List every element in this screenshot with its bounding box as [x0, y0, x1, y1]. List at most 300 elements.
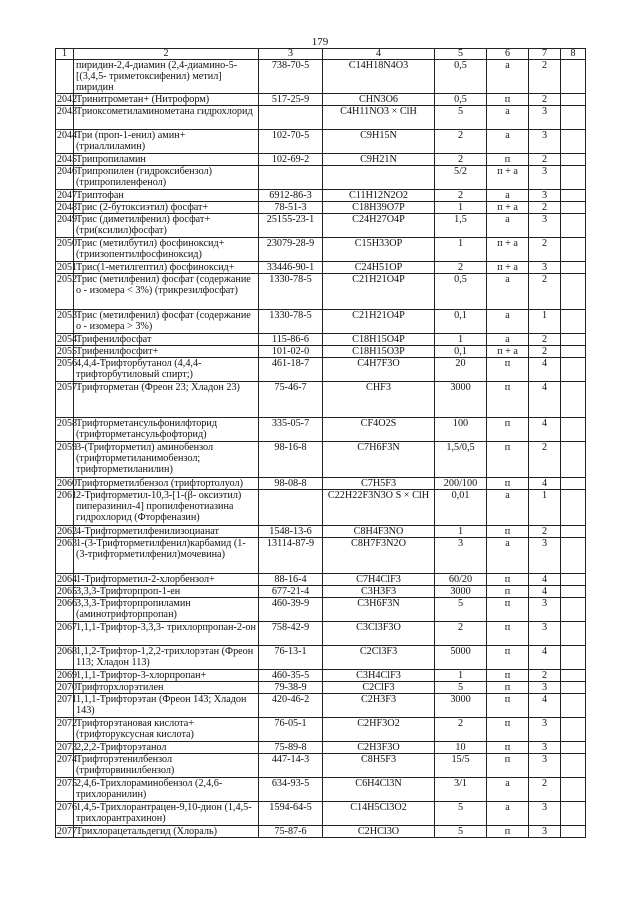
table-row — [56, 358, 586, 382]
table-row — [56, 60, 586, 94]
chemical-formula: C15H33OP — [323, 238, 435, 262]
cas-number: 115-86-6 — [259, 334, 323, 346]
table-row — [56, 538, 586, 574]
limit-value: 200/100 — [435, 478, 487, 490]
hazard-class: 1 — [529, 490, 561, 526]
substance-name: пиридин-2,4-диамин (2,4-диамино-5-[(3,4,5- триметоксифенил) метил] пиридин — [74, 60, 259, 94]
cas-number: 420-46-2 — [259, 694, 323, 718]
chemical-formula: C18H39O7P — [323, 202, 435, 214]
hazard-class: 3 — [529, 190, 561, 202]
aggregate-state: а — [487, 190, 529, 202]
row-number: 2064 — [57, 574, 77, 585]
limit-value: 5/2 — [435, 166, 487, 190]
chemical-formula: CHF3 — [323, 382, 435, 418]
hazard-class: 3 — [529, 802, 561, 826]
aggregate-state: а — [487, 334, 529, 346]
row-number — [56, 60, 74, 94]
hazard-class: 3 — [529, 718, 561, 742]
limit-value: 5 — [435, 682, 487, 694]
limit-value: 3000 — [435, 694, 487, 718]
table-row — [56, 778, 586, 802]
substance-name: 2,4,6-Трихлораминобензол (2,4,6-трихлоранилин) — [74, 778, 259, 802]
row-number: 2071 — [56, 694, 74, 718]
empty-cell — [561, 166, 586, 190]
cas-number: 102-69-2 — [259, 154, 323, 166]
table-row — [56, 682, 586, 694]
substance-name: 1-Трифторметил-2-хлорбензол+ — [74, 574, 259, 586]
hazard-class: 3 — [529, 262, 561, 274]
row-number: 2074 — [56, 754, 74, 778]
row-number: 2077 — [57, 826, 77, 837]
limit-value: 3 — [435, 538, 487, 574]
aggregate-state: п + а — [487, 238, 529, 262]
substance-name: 3-(Трифторметил) аминобензол (трифторметиланимобензол; трифторметиланилин) — [74, 442, 259, 478]
substance-name: 4-Трифторметилфенилизоцианат — [74, 526, 259, 538]
row-number: 2062 — [57, 526, 77, 537]
row-number: 2060 — [57, 478, 77, 489]
substance-name: Трис (метилбутил) фосфиноксид+ (триизопентилфосфиноксид) — [74, 238, 259, 262]
table-row — [56, 622, 586, 646]
column-number: 4 — [323, 49, 435, 60]
table-row — [56, 166, 586, 190]
row-number: 2045 — [57, 154, 77, 165]
cas-number: 677-21-4 — [259, 586, 323, 598]
substance-name: Трифторметилбензол (трифтортолуол) — [74, 478, 259, 490]
limit-value: 1 — [435, 334, 487, 346]
cas-number: 758-42-9 — [259, 622, 323, 646]
table-row — [56, 718, 586, 742]
limit-value: 2 — [435, 718, 487, 742]
cas-number: 460-39-9 — [259, 598, 323, 622]
table-row — [56, 646, 586, 670]
chemical-formula: C9H15N — [323, 130, 435, 154]
chemical-formula: CHN3O6 — [323, 94, 435, 106]
hazard-class: 4 — [529, 694, 561, 718]
limit-value: 10 — [435, 742, 487, 754]
substance-name: Трифторметан (Фреон 23; Хладон 23) — [74, 382, 259, 418]
cas-number: 102-70-5 — [259, 130, 323, 154]
hazard-class: 3 — [529, 538, 561, 574]
cas-number — [259, 106, 323, 130]
cas-number: 98-08-8 — [259, 478, 323, 490]
empty-cell — [561, 190, 586, 202]
row-number: 2043 — [56, 106, 74, 130]
table-row — [56, 334, 586, 346]
empty-cell — [561, 202, 586, 214]
chemical-formula: C4H7F3O — [323, 358, 435, 382]
row-number: 2076 — [56, 802, 74, 826]
table-row — [56, 346, 586, 358]
limit-value: 3/1 — [435, 778, 487, 802]
hazard-class: 2 — [529, 94, 561, 106]
row-number: 2057 — [56, 382, 74, 418]
aggregate-state: п + а — [487, 166, 529, 190]
row-number: 2050 — [56, 238, 74, 262]
chemical-formula: CF4O2S — [323, 418, 435, 442]
empty-cell — [561, 586, 586, 598]
empty-cell — [561, 94, 586, 106]
limit-value: 2 — [435, 130, 487, 154]
chemical-formula: C21H21O4P — [323, 310, 435, 334]
aggregate-state: п — [487, 382, 529, 418]
limit-value: 5 — [435, 802, 487, 826]
chemical-formula: C24H27O4P — [323, 214, 435, 238]
chemical-formula: C18H15O4P — [323, 334, 435, 346]
limit-value: 1,5 — [435, 214, 487, 238]
chemical-formula: C2H3F3 — [323, 694, 435, 718]
empty-cell — [561, 60, 586, 94]
table-row — [56, 598, 586, 622]
row-number: 2049 — [56, 214, 74, 238]
empty-cell — [561, 334, 586, 346]
aggregate-state: п — [487, 718, 529, 742]
aggregate-state: п — [487, 622, 529, 646]
empty-cell — [561, 274, 586, 310]
substance-name: Трипропиламин — [74, 154, 259, 166]
chemical-formula: C21H21O4P — [323, 274, 435, 310]
table-row — [56, 274, 586, 310]
limit-value: 2 — [435, 190, 487, 202]
hazard-class: 3 — [529, 742, 561, 754]
hazard-class: 2 — [529, 334, 561, 346]
hazard-class: 2 — [529, 778, 561, 802]
table-row — [56, 310, 586, 334]
aggregate-state: п — [487, 754, 529, 778]
substance-name: Трифторэтенилбензол (трифторвинилбензол) — [74, 754, 259, 778]
empty-cell — [561, 358, 586, 382]
hazard-class: 3 — [529, 682, 561, 694]
substance-name: Трифенилфосфат — [74, 334, 259, 346]
limit-value: 1 — [435, 670, 487, 682]
limit-value: 1 — [435, 202, 487, 214]
empty-cell — [561, 418, 586, 442]
cas-number: 460-35-5 — [259, 670, 323, 682]
aggregate-state: а — [487, 60, 529, 94]
aggregate-state: п — [487, 670, 529, 682]
chemical-formula: C8H4F3NO — [323, 526, 435, 538]
substance-name: Трис (2-бутоксиэтил) фосфат+ — [74, 202, 259, 214]
row-number: 2048 — [57, 202, 77, 213]
substance-name: 1-(3-Трифторметилфенил)карбамид (1-(3-трифторметилфенил)мочевина) — [74, 538, 259, 574]
empty-cell — [561, 598, 586, 622]
cas-number: 1330-78-5 — [259, 274, 323, 310]
substance-name: 1,1,1-Трифтор-3,3,3- трихлорпропан-2-он — [74, 622, 259, 646]
cas-number: 101-02-0 — [259, 346, 323, 358]
cas-number: 79-38-9 — [259, 682, 323, 694]
substance-table — [55, 48, 586, 838]
table-row — [56, 826, 586, 838]
empty-cell — [561, 346, 586, 358]
empty-cell — [561, 154, 586, 166]
cas-number: 78-51-3 — [259, 202, 323, 214]
hazard-class: 2 — [529, 526, 561, 538]
empty-cell — [561, 742, 586, 754]
cas-number: 1548-13-6 — [259, 526, 323, 538]
substance-name: Трифторэтановая кислота+ (трифторуксусная кислота) — [74, 718, 259, 742]
row-number: 2073 — [57, 742, 77, 753]
empty-cell — [561, 778, 586, 802]
empty-cell — [561, 526, 586, 538]
aggregate-state: п — [487, 358, 529, 382]
aggregate-state: а — [487, 802, 529, 826]
row-number: 2075 — [56, 778, 74, 802]
limit-value: 0,1 — [435, 310, 487, 334]
aggregate-state: а — [487, 274, 529, 310]
row-number: 2072 — [56, 718, 74, 742]
substance-name: 1,4,5-Трихлорантрацен-9,10-дион (1,4,5-трихлорантрахинон) — [74, 802, 259, 826]
aggregate-state: а — [487, 214, 529, 238]
substance-name: 2,2,2-Трифторэтанол — [74, 742, 259, 754]
table-row — [56, 802, 586, 826]
substance-name: Три (проп-1-енил) амин+ (триаллиламин) — [74, 130, 259, 154]
empty-cell — [561, 106, 586, 130]
row-number: 2065 — [57, 586, 77, 597]
aggregate-state: п — [487, 418, 529, 442]
row-number: 2058 — [56, 418, 74, 442]
chemical-formula: C14H18N4O3 — [323, 60, 435, 94]
chemical-formula: C24H51OP — [323, 262, 435, 274]
table-row — [56, 94, 586, 106]
aggregate-state: а — [487, 130, 529, 154]
row-number: 2051 — [57, 262, 77, 273]
chemical-formula: C2HCl3O — [323, 826, 435, 838]
cas-number: 75-87-6 — [259, 826, 323, 838]
empty-cell — [561, 754, 586, 778]
empty-cell — [561, 310, 586, 334]
limit-value: 0,1 — [435, 346, 487, 358]
table-row — [56, 238, 586, 262]
cas-number: 76-13-1 — [259, 646, 323, 670]
aggregate-state: п — [487, 694, 529, 718]
row-number: 2069 — [57, 670, 77, 681]
limit-value: 0,5 — [435, 94, 487, 106]
cas-number: 33446-90-1 — [259, 262, 323, 274]
cas-number: 1594-64-5 — [259, 802, 323, 826]
empty-cell — [561, 262, 586, 274]
chemical-formula: C7H5F3 — [323, 478, 435, 490]
substance-name: Триоксометиламинометана гидрохлорид — [74, 106, 259, 130]
hazard-class: 2 — [529, 346, 561, 358]
empty-cell — [561, 694, 586, 718]
empty-cell — [561, 490, 586, 526]
cas-number: 1330-78-5 — [259, 310, 323, 334]
hazard-class: 4 — [529, 574, 561, 586]
substance-name: 4,4,4-Трифторбутанол (4,4,4-трифторбутиловый спирт;) — [74, 358, 259, 382]
chemical-formula: C3H6F3N — [323, 598, 435, 622]
hazard-class: 3 — [529, 130, 561, 154]
column-number: 5 — [435, 49, 487, 60]
aggregate-state: п + а — [487, 202, 529, 214]
aggregate-state: п — [487, 586, 529, 598]
limit-value: 3000 — [435, 586, 487, 598]
empty-cell — [561, 682, 586, 694]
row-number: 2056 — [56, 358, 74, 382]
hazard-class: 2 — [529, 154, 561, 166]
aggregate-state: п — [487, 442, 529, 478]
hazard-class: 3 — [529, 166, 561, 190]
empty-cell — [561, 538, 586, 574]
substance-name: Трихлорацетальдегид (Хлораль) — [74, 826, 259, 838]
substance-name: Тринитрометан+ (Нитроформ) — [74, 94, 259, 106]
aggregate-state: а — [487, 310, 529, 334]
empty-cell — [561, 802, 586, 826]
substance-name: 3,3,3-Трифторпроп-1-ен — [74, 586, 259, 598]
limit-value: 0,5 — [435, 274, 487, 310]
empty-cell — [561, 238, 586, 262]
aggregate-state: п — [487, 574, 529, 586]
aggregate-state: п — [487, 598, 529, 622]
substance-name: Трифенилфосфит+ — [74, 346, 259, 358]
aggregate-state: а — [487, 778, 529, 802]
aggregate-state: п — [487, 478, 529, 490]
hazard-class: 2 — [529, 670, 561, 682]
table-row — [56, 586, 586, 598]
table-row — [56, 490, 586, 526]
table-row — [56, 442, 586, 478]
table-row — [56, 526, 586, 538]
aggregate-state: п + а — [487, 346, 529, 358]
hazard-class: 4 — [529, 478, 561, 490]
empty-cell — [561, 214, 586, 238]
row-number: 2042 — [57, 94, 77, 105]
chemical-formula: C3H3F3 — [323, 586, 435, 598]
limit-value: 2 — [435, 262, 487, 274]
substance-name: 1,1,1-Трифторэтан (Фреон 143; Хладон 143) — [74, 694, 259, 718]
row-number: 2067 — [56, 622, 74, 646]
table-row — [56, 670, 586, 682]
cas-number: 76-05-1 — [259, 718, 323, 742]
cas-number: 461-18-7 — [259, 358, 323, 382]
empty-cell — [561, 646, 586, 670]
column-number-row — [56, 49, 586, 60]
row-number: 2053 — [56, 310, 74, 334]
chemical-formula: C7H4ClF3 — [323, 574, 435, 586]
empty-cell — [561, 442, 586, 478]
column-number: 2 — [74, 49, 259, 60]
empty-cell — [561, 130, 586, 154]
limit-value: 20 — [435, 358, 487, 382]
hazard-class: 4 — [529, 586, 561, 598]
empty-cell — [561, 574, 586, 586]
chemical-formula: C18H15O3P — [323, 346, 435, 358]
aggregate-state: п — [487, 682, 529, 694]
cas-number: 335-05-7 — [259, 418, 323, 442]
hazard-class: 4 — [529, 418, 561, 442]
limit-value: 1,5/0,5 — [435, 442, 487, 478]
limit-value: 5 — [435, 826, 487, 838]
empty-cell — [561, 670, 586, 682]
substance-name: 3,3,3-Трифторпропиламин (аминотрифторпропан) — [74, 598, 259, 622]
aggregate-state: п — [487, 154, 529, 166]
aggregate-state: п — [487, 526, 529, 538]
column-number: 6 — [487, 49, 529, 60]
table-row — [56, 130, 586, 154]
table-row — [56, 262, 586, 274]
table-row — [56, 382, 586, 418]
hazard-class: 4 — [529, 646, 561, 670]
chemical-formula: C11H12N2O2 — [323, 190, 435, 202]
substance-name: Трифторметансульфонилфторид (трифторметансульфофторид) — [74, 418, 259, 442]
chemical-formula: C3H4ClF3 — [323, 670, 435, 682]
chemical-formula: C6H4Cl3N — [323, 778, 435, 802]
row-number: 2044 — [56, 130, 74, 154]
hazard-class: 2 — [529, 238, 561, 262]
hazard-class: 2 — [529, 442, 561, 478]
substance-name: Трис (метилфенил) фосфат (содержание о - изомера > 3%) — [74, 310, 259, 334]
cas-number: 88-16-4 — [259, 574, 323, 586]
hazard-class: 2 — [529, 202, 561, 214]
row-number: 2063 — [56, 538, 74, 574]
substance-name: Трис(1-метилгептил) фосфиноксид+ — [74, 262, 259, 274]
cas-number: 517-25-9 — [259, 94, 323, 106]
substance-name: Трис (диметилфенил) фосфат+ (три(ксилил)фосфат) — [74, 214, 259, 238]
hazard-class: 2 — [529, 60, 561, 94]
empty-cell — [561, 478, 586, 490]
cas-number: 75-46-7 — [259, 382, 323, 418]
aggregate-state: п — [487, 94, 529, 106]
chemical-formula: C2Cl3F3 — [323, 646, 435, 670]
limit-value: 15/5 — [435, 754, 487, 778]
cas-number: 738-70-5 — [259, 60, 323, 94]
table-row — [56, 214, 586, 238]
cas-number — [259, 490, 323, 526]
cas-number: 13114-87-9 — [259, 538, 323, 574]
cas-number: 23079-28-9 — [259, 238, 323, 262]
cas-number — [259, 166, 323, 190]
row-number: 2046 — [56, 166, 74, 190]
substance-name: 1,1,2-Трифтор-1,2,2-трихлорэтан (Фреон 113; Хладон 113) — [74, 646, 259, 670]
column-number: 1 — [56, 49, 74, 60]
chemical-formula — [323, 166, 435, 190]
aggregate-state: а — [487, 490, 529, 526]
limit-value: 5000 — [435, 646, 487, 670]
table-row — [56, 694, 586, 718]
aggregate-state: п — [487, 826, 529, 838]
hazard-class: 2 — [529, 274, 561, 310]
limit-value: 0,5 — [435, 60, 487, 94]
limit-value: 0,01 — [435, 490, 487, 526]
limit-value: 1 — [435, 526, 487, 538]
hazard-class: 3 — [529, 598, 561, 622]
table-row — [56, 202, 586, 214]
table-row — [56, 190, 586, 202]
chemical-formula: C4H11NO3 × ClH — [323, 106, 435, 130]
limit-value: 2 — [435, 154, 487, 166]
table-row — [56, 154, 586, 166]
chemical-formula: C22H22F3N3O S × ClH — [323, 490, 435, 526]
column-number: 3 — [259, 49, 323, 60]
empty-cell — [561, 382, 586, 418]
row-number: 2068 — [56, 646, 74, 670]
aggregate-state: п + а — [487, 262, 529, 274]
cas-number: 634-93-5 — [259, 778, 323, 802]
chemical-formula: C8H7F3N2O — [323, 538, 435, 574]
column-number: 8 — [561, 49, 586, 60]
limit-value: 5 — [435, 598, 487, 622]
limit-value: 2 — [435, 622, 487, 646]
chemical-formula: C3Cl3F3O — [323, 622, 435, 646]
limit-value: 3000 — [435, 382, 487, 418]
hazard-class: 3 — [529, 106, 561, 130]
hazard-class: 3 — [529, 214, 561, 238]
chemical-formula: C14H5Cl3O2 — [323, 802, 435, 826]
row-number: 2055 — [57, 346, 77, 357]
hazard-class: 3 — [529, 622, 561, 646]
aggregate-state: а — [487, 538, 529, 574]
cas-number: 6912-86-3 — [259, 190, 323, 202]
aggregate-state: п — [487, 742, 529, 754]
aggregate-state: п — [487, 646, 529, 670]
